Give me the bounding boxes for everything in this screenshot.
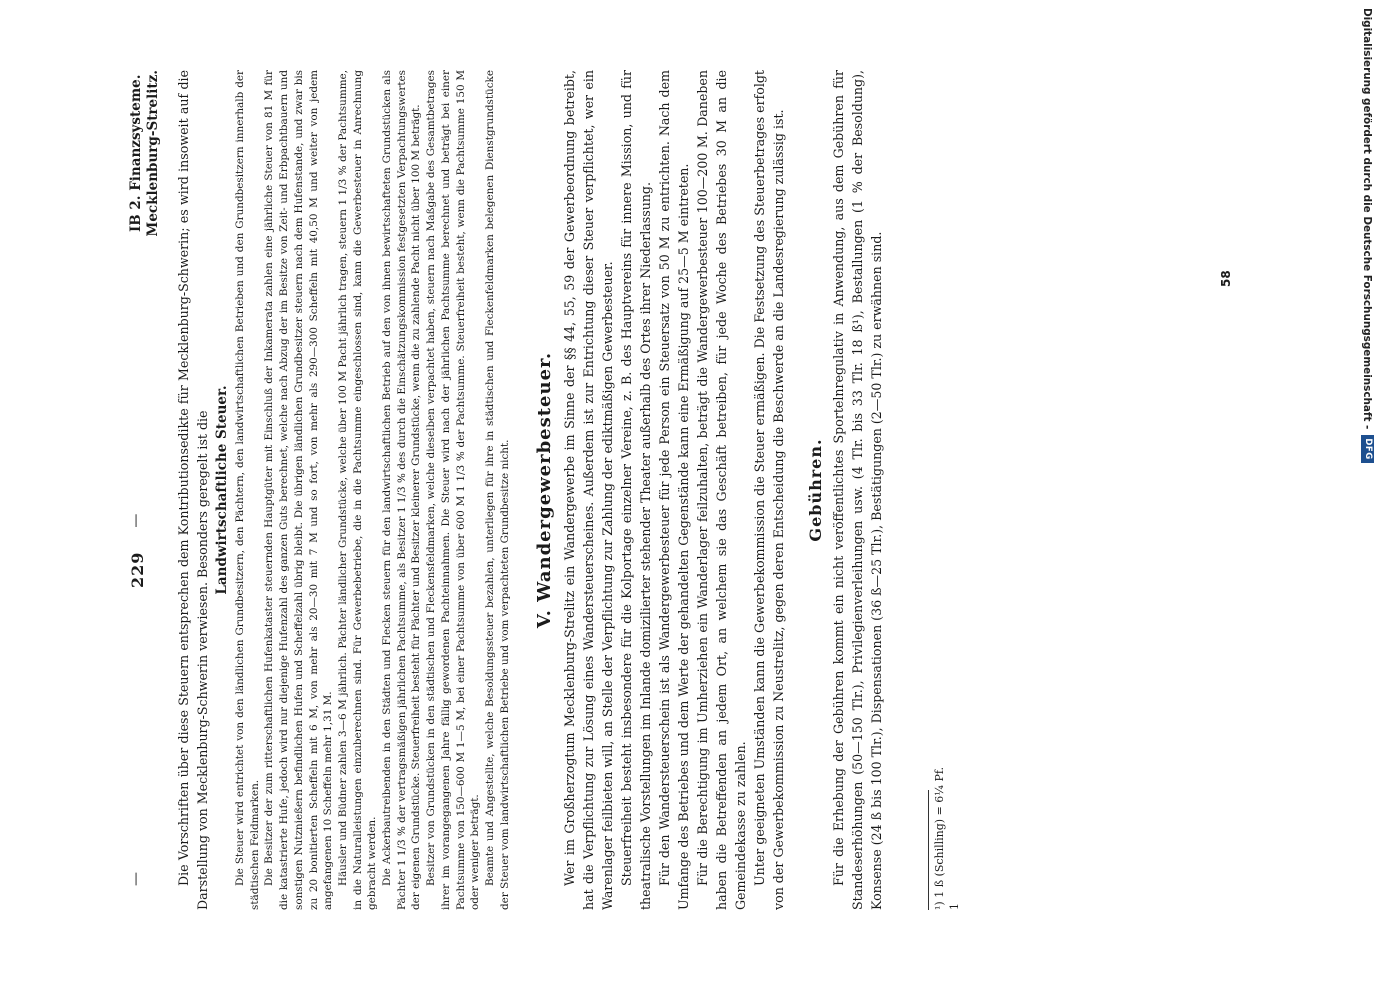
land-tax-paragraph-6: Beamte und Angestellte, welche Besoldungssteuer bezahlen, unterliegen für ihre in städtischen und Fleckenfeldmarken belegenen Dienstgrundstücke der Steuer vom landwirtschaftlichen Betriebe und vom verpachteten Grundbesitze nicht. xyxy=(483,70,511,910)
scanned-page xyxy=(120,40,1210,940)
land-tax-paragraph-5: Besitzer von Grundstücken in den städtischen und Fleckensfeldmarken, welche dieselben verpachtet haben, steuern nach Maßgabe des Gesamtbetrages ihrer im vorangegangenen Jahre fällig gewordenen Pachteinnahmen. Die Steuer wird nach der jährlichen Pachtsumme berechnet und beträgt bei einer Pachtsumme von 150—600 M 1—5 M, bei einer Pachtsumme von über 600 M 1 1/3 % der Pachtsumme. Steuerfreiheit besteht, wenn die Pachtsumme 150 M oder weniger beträgt. xyxy=(425,70,482,910)
page-number: 229 xyxy=(128,551,147,588)
fees-paragraph: Für die Erhebung der Gebühren kommt ein nicht veröffentlichtes Sportelnregulativ in Anwendung, aus dem Gebühren für Standeserhöhungen (50—150 Tlr.), Privilegienverleihungen usw. (4 Tlr. bis 33 Tlr. 18 ß¹), Bestallungen (1 % der Besoldung), Konsense (24 ß bis 100 Tlr.), Dispensationen (36 ß—25 Tlr.), Bestätigungen (2—50 Tlr.) zu erwähnen sind. xyxy=(831,70,885,910)
running-title xyxy=(128,70,162,237)
section-v-paragraph-3: Für den Wandersteuerschein ist als Wandergewerbesteuer für jede Person ein Steuersatz von 50 M zu entrichten. Nach dem Umfange des Betriebes und dem Werte der gehandelten Gegenstände kann eine Ermäßigung auf 25—5 M eintreten. xyxy=(657,70,692,910)
running-title-line1: IB 2. Finanzsysteme. xyxy=(128,74,144,233)
section-v-paragraph-1: Wer im Großherzogtum Mecklenburg-Strelitz ein Wandergewerbe im Sinne der §§ 44, 55, 59 der Gewerbeordnung betreibt, hat die Verpflichtung zur Lösung eines Wandersteuerscheines. Außerdem ist zur Entrichtung dieser Steuer verpflichtet, wer ein Warenlager feilbieten will, an Stelle der Verpflichtung zur Zahlung der ediktmäßigen Gewerbesteuer. xyxy=(562,70,616,910)
header-dash-right: — xyxy=(128,513,144,528)
land-tax-paragraph-3: Häusler und Büdner zahlen 3—6 M jährlich. Pächter ländlicher Grundstücke, welche über 100 M Pacht jährlich tragen, steuern 1 1/3 % der Pachtsumme, in die Naturalleistungen einzuberechnen sind. Für Gewerbebetriebe, die in die Pachtsumme eingeschlossen sind, kann die Gewerbesteuer in Anrechnung gebracht werden. xyxy=(336,70,379,910)
page-header xyxy=(128,70,174,910)
land-tax-paragraph-2: Die Besitzer der zum ritterschaftlichen Hufenkataster steuernden Hauptgüter mit Einschluß der Inkamerata zahlen eine jährliche Steuer von 81 M für die katastrierte Hufe, jedoch wird nur diejenige Hufenzahl des ganzen Guts berechnet, welche nach Abzug der im Besitze von Zeit- und Erbpachtbauern und sonstigen Nutznießern befindlichen Hufen und Scheffelzahl übrig bleibt. Die übrigen ländlichen Grundbesitzer steuern nach dem Hufenstande, und zwar bis zu 20 bonitierten Scheffeln mit 6 M, von mehr als 20—30 mit 7 M und so fort, von mehr als 290—300 Scheffeln mit 40,50 M und weiter von jedem angefangenen 10 Scheffeln mehr 1,31 M. xyxy=(263,70,335,910)
header-dash-left: — xyxy=(128,872,144,886)
dfg-logo: DFG xyxy=(1361,435,1374,462)
footnote: ¹) 1 ß (Schilling) = 6¼ Pf. xyxy=(933,766,947,910)
credit-text: Digitalisierung gefördert durch die Deutsche Forschungsgemeinschaft - xyxy=(1361,8,1374,430)
land-tax-paragraph-1: Die Steuer wird entrichtet von den ländlichen Grundbesitzern, den Pächtern, den landwirtschaftlichen Betrieben und den Grundbesitzern innerhalb der städtischen Feldmarken. xyxy=(234,70,261,910)
running-title-line2: Mecklenburg-Strelitz. xyxy=(145,70,161,237)
signature-mark: 1 xyxy=(948,903,962,910)
scan-page-number xyxy=(1216,270,1236,287)
section-v-paragraph-2: Steuerfreiheit besteht insbesondere für die Kolportage einzelner Vereine, z. B. des Hauptvereins für innere Mission, und für theatralische Vorstellungen im Inlande domizilierter stehender Theater außerhalb des Ortes ihrer Niederlassung. xyxy=(619,70,654,910)
intro-paragraph: Die Vorschriften über diese Steuern entsprechen dem Kontributionsedikte für Mecklenburg-Schwerin; es wird insoweit auf die Darstellung von Mecklenburg-Schwerin verwiesen. Besonders geregelt ist die xyxy=(176,70,210,910)
footnote-divider xyxy=(928,790,929,910)
land-tax-heading: Landwirtschaftliche Steuer. xyxy=(214,385,230,595)
digitization-credit xyxy=(1361,8,1374,463)
fees-heading: Gebühren. xyxy=(806,438,826,542)
scan-page-number-text: 58 xyxy=(1219,270,1233,287)
section-v-heading: V. Wandergewerbesteuer. xyxy=(534,351,556,629)
land-tax-paragraph-4: Die Ackerbautreibenden in den Städten und Flecken steuern für den landwirtschaftlichen Betrieb auf den von ihnen bewirtschafteten Grundstücken als Pächter 1 1/3 % der vertragsmäßigen jährlichen Pachtsumme, als Besitzer 1 1/3 % des durch die Einschätzungskommission festgesetzten Verpachtungswertes der eigenen Grundstücke. Steuerfreiheit besteht für Pächter und Besitzer kleinerer Grundstücke, wenn die zu zahlende Pacht nicht über 100 M beträgt. xyxy=(381,70,423,910)
section-v-paragraph-5: Unter geeigneten Umständen kann die Gewerbekommission die Steuer ermäßigen. Die Festsetzung des Steuerbetrages erfolgt von der Gewerbekommission zu Neustrelitz, gegen deren Entscheidung die Beschwerde an die Landesregierung zulässig ist. xyxy=(752,70,787,910)
section-v-paragraph-4: Für die Berechtigung im Umherziehen ein Wanderlager feilzuhalten, beträgt die Wandergewerbesteuer 100—200 M. Daneben haben die Betreffenden an jedem Ort, an welchem sie das Geschäft betreiben, für jede Woche des Betriebes 30 M an die Gemeindekasse zu zahlen. xyxy=(695,70,749,910)
